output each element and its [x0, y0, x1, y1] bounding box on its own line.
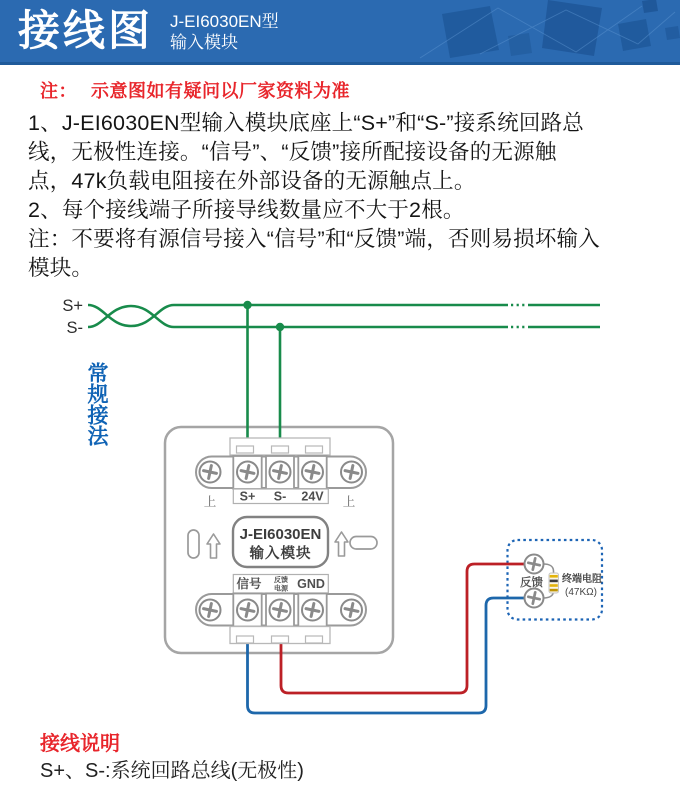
resistor-name-label: 终端电阻	[562, 574, 602, 585]
top-connector-tabs	[237, 446, 323, 453]
terminal-splus-label: S+	[239, 489, 256, 504]
screw-icon	[270, 462, 291, 483]
terminal-feedback-power-label-line1: 反馈	[274, 577, 288, 584]
footer-description: S+、S-:系统回路总线(无极性)	[40, 760, 304, 782]
screw-icon	[302, 600, 323, 621]
module-name-line2: 输入模块	[249, 546, 312, 562]
module-name-line1: J-EI6030EN	[239, 526, 322, 543]
disclaimer-note	[40, 77, 350, 103]
screw-icon	[237, 462, 258, 483]
footer-title: 接线说明	[40, 733, 120, 755]
header-subtitle	[170, 11, 279, 53]
screw-icon	[341, 462, 362, 483]
screw-icon	[270, 600, 291, 621]
cubes-decoration-icon	[380, 0, 680, 62]
instruction-line: 2、每个接线端子所接导线数量应不大于2根。	[28, 198, 465, 222]
screw-icon	[200, 462, 221, 483]
wiring-diagram	[0, 285, 680, 725]
screw-icon	[525, 589, 544, 608]
terminal-24v-label: 24V	[301, 489, 324, 504]
note-text: 示意图如有疑问以厂家资料为准	[91, 81, 350, 101]
mount-mark-left: 上	[203, 495, 217, 509]
screw-icon	[302, 462, 323, 483]
bottom-connector-tabs	[237, 636, 323, 643]
terminal-sminus-label: S-	[273, 489, 287, 504]
loop-bus-wires	[88, 305, 600, 443]
terminal-signal-label: 信号	[236, 577, 262, 591]
screw-icon	[237, 600, 258, 621]
screw-icon	[525, 555, 544, 574]
instruction-line: 点，47k负载电阻接在外部设备的无源触点上。	[28, 169, 476, 193]
note-prefix: 注：	[40, 81, 77, 101]
header-banner	[0, 0, 680, 65]
page-title: 接线图	[18, 7, 154, 54]
left-slot-icon	[188, 530, 199, 558]
screw-icon	[200, 600, 221, 621]
sminus-junction-dot	[276, 323, 284, 331]
instruction-line: 注：不要将有源信号接入“信号”和“反馈”端，否则易损坏输入	[28, 227, 600, 251]
screw-icon	[341, 600, 362, 621]
instruction-line: 模块。	[28, 256, 94, 280]
header-model: J-EI6030EN型	[170, 12, 279, 31]
bus-splus-label: S+	[62, 297, 83, 315]
bus-sminus-label: S-	[66, 319, 83, 337]
terminal-feedback-power-label-line2: 电源	[274, 585, 288, 593]
instructions-block	[28, 109, 668, 283]
terminal-gnd-label: GND	[297, 577, 325, 591]
bus-sminus-wire	[88, 306, 508, 327]
instruction-line: 1、J-EI6030EN型输入模块底座上“S+”和“S-”接系统回路总	[28, 111, 584, 135]
instruction-line: 线，无极性连接。“信号”、“反馈”接所配接设备的无源触	[28, 140, 557, 164]
right-slot-icon	[350, 537, 377, 550]
feedback-box-label: 反馈	[520, 577, 543, 589]
resistor-value-label: (47KΩ)	[565, 587, 597, 598]
wiring-method-label: 常规接法	[85, 362, 108, 446]
splus-junction-dot	[243, 301, 251, 309]
header-product: 输入模块	[170, 33, 238, 52]
mount-mark-right: 上	[342, 495, 356, 509]
bus-splus-wire	[88, 305, 508, 326]
